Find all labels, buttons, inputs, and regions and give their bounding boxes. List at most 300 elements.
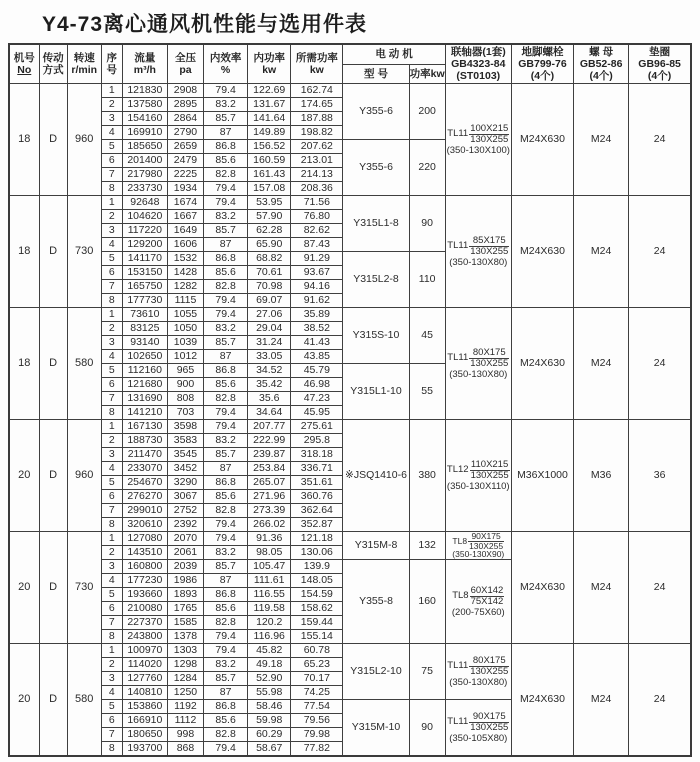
speed-cell: 730 [67, 532, 101, 644]
seq-cell: 5 [101, 700, 122, 714]
internal-power-cell: 29.04 [248, 322, 291, 336]
seq-cell: 4 [101, 574, 122, 588]
col-header-pressure: 全压 pa [167, 44, 203, 84]
internal-power-cell: 60.29 [248, 728, 291, 742]
anchor-bolt-cell: M24X630 [511, 196, 573, 308]
required-power-cell: 162.74 [291, 84, 343, 98]
flow-cell: 193700 [122, 742, 167, 757]
machine-no-cell: 18 [9, 308, 39, 420]
motor-model-cell: Y315M-8 [343, 532, 409, 560]
efficiency-cell: 79.4 [204, 84, 248, 98]
efficiency-cell: 83.2 [204, 546, 248, 560]
required-power-cell: 295.8 [291, 434, 343, 448]
nut-cell: M24 [574, 308, 629, 420]
internal-power-cell: 62.28 [248, 224, 291, 238]
flow-cell: 92648 [122, 196, 167, 210]
internal-power-cell: 58.67 [248, 742, 291, 757]
speed-cell: 730 [67, 196, 101, 308]
flow-cell: 299010 [122, 504, 167, 518]
efficiency-cell: 86.8 [204, 140, 248, 154]
coupling-note: (350-105X80) [449, 732, 508, 744]
required-power-cell: 41.43 [291, 336, 343, 350]
internal-power-cell: 52.90 [248, 672, 291, 686]
pressure-cell: 2070 [167, 532, 203, 546]
required-power-cell: 79.98 [291, 728, 343, 742]
machine-no-cell: 20 [9, 644, 39, 757]
flow-cell: 180650 [122, 728, 167, 742]
flow-cell: 254670 [122, 476, 167, 490]
flow-cell: 210080 [122, 602, 167, 616]
washer-cell: 36 [629, 420, 691, 532]
pressure-cell: 3598 [167, 420, 203, 434]
internal-power-cell: 91.36 [248, 532, 291, 546]
pressure-cell: 965 [167, 364, 203, 378]
efficiency-cell: 87 [204, 238, 248, 252]
internal-power-cell: 265.07 [248, 476, 291, 490]
flow-cell: 83125 [122, 322, 167, 336]
flow-cell: 137580 [122, 98, 167, 112]
seq-cell: 3 [101, 560, 122, 574]
flow-cell: 114020 [122, 658, 167, 672]
motor-model-cell: Y315L1-8 [343, 196, 409, 252]
pressure-cell: 1050 [167, 322, 203, 336]
pressure-cell: 1585 [167, 616, 203, 630]
efficiency-cell: 85.6 [204, 490, 248, 504]
internal-power-cell: 58.46 [248, 700, 291, 714]
page-title: Y4-73离心通风机性能与选用件表 [42, 13, 368, 36]
efficiency-cell: 85.6 [204, 378, 248, 392]
required-power-cell: 336.71 [291, 462, 343, 476]
efficiency-cell: 79.4 [204, 518, 248, 532]
efficiency-cell: 83.2 [204, 434, 248, 448]
internal-power-cell: 53.95 [248, 196, 291, 210]
flow-cell: 160800 [122, 560, 167, 574]
efficiency-cell: 87 [204, 574, 248, 588]
flow-cell: 233730 [122, 182, 167, 196]
pressure-cell: 998 [167, 728, 203, 742]
required-power-cell: 208.36 [291, 182, 343, 196]
flow-cell: 177230 [122, 574, 167, 588]
internal-power-cell: 59.98 [248, 714, 291, 728]
flow-cell: 140810 [122, 686, 167, 700]
seq-cell: 5 [101, 252, 122, 266]
coupling-cell [445, 420, 511, 532]
coupling-size-fraction: $\frac{60X142}{75X142}$ [470, 584, 504, 607]
pressure-cell: 2392 [167, 518, 203, 532]
internal-power-cell: 131.67 [248, 98, 291, 112]
washer-cell: 24 [629, 532, 691, 644]
motor-power-cell: 200 [409, 84, 445, 140]
pressure-cell: 3067 [167, 490, 203, 504]
motor-model-cell: Y315L1-10 [343, 364, 409, 420]
efficiency-cell: 79.4 [204, 420, 248, 434]
pressure-cell: 900 [167, 378, 203, 392]
required-power-cell: 93.67 [291, 266, 343, 280]
seq-cell: 8 [101, 518, 122, 532]
speed-cell: 960 [67, 420, 101, 532]
flow-cell: 143510 [122, 546, 167, 560]
table-row [9, 84, 691, 98]
required-power-cell: 82.62 [291, 224, 343, 238]
motor-power-cell: 380 [409, 420, 445, 532]
required-power-cell: 155.14 [291, 630, 343, 644]
coupling-type: TL11 [447, 240, 469, 251]
pressure-cell: 2225 [167, 168, 203, 182]
pressure-cell: 1192 [167, 700, 203, 714]
motor-power-cell: 90 [409, 196, 445, 252]
col-header-coupling: 联轴器(1套) GB4323-84 (ST0103) [445, 44, 511, 84]
pressure-cell: 1893 [167, 588, 203, 602]
seq-cell: 6 [101, 602, 122, 616]
required-power-cell: 79.56 [291, 714, 343, 728]
internal-power-cell: 207.77 [248, 420, 291, 434]
seq-cell: 6 [101, 714, 122, 728]
table-header [9, 44, 691, 84]
coupling-size-fraction: $\frac{80X175}{130X255}$ [470, 346, 509, 369]
required-power-cell: 46.98 [291, 378, 343, 392]
internal-power-cell: 222.99 [248, 434, 291, 448]
coupling-cell [445, 196, 511, 308]
seq-cell: 8 [101, 630, 122, 644]
internal-power-cell: 273.39 [248, 504, 291, 518]
seq-cell: 3 [101, 448, 122, 462]
flow-cell: 121680 [122, 378, 167, 392]
internal-power-cell: 31.24 [248, 336, 291, 350]
flow-cell: 117220 [122, 224, 167, 238]
coupling-type: TL11 [447, 716, 469, 727]
coupling-note: (350-130X100) [446, 144, 510, 156]
efficiency-cell: 85.7 [204, 560, 248, 574]
machine-no-cell: 18 [9, 84, 39, 196]
internal-power-cell: 239.87 [248, 448, 291, 462]
efficiency-cell: 79.4 [204, 406, 248, 420]
nut-cell: M24 [574, 532, 629, 644]
required-power-cell: 76.80 [291, 210, 343, 224]
internal-power-cell: 160.59 [248, 154, 291, 168]
table-row [9, 420, 691, 434]
motor-power-cell: 132 [409, 532, 445, 560]
flow-cell: 153860 [122, 700, 167, 714]
pressure-cell: 703 [167, 406, 203, 420]
efficiency-cell: 86.8 [204, 700, 248, 714]
seq-cell: 4 [101, 238, 122, 252]
seq-cell: 5 [101, 476, 122, 490]
nut-cell: M24 [574, 196, 629, 308]
efficiency-cell: 85.7 [204, 224, 248, 238]
efficiency-cell: 83.2 [204, 210, 248, 224]
motor-model-cell: Y315M-10 [343, 700, 409, 757]
flow-cell: 112160 [122, 364, 167, 378]
pressure-cell: 1674 [167, 196, 203, 210]
internal-power-cell: 35.42 [248, 378, 291, 392]
required-power-cell: 77.82 [291, 742, 343, 757]
required-power-cell: 70.17 [291, 672, 343, 686]
coupling-note: (350-130X80) [449, 368, 508, 380]
coupling-size-fraction: $\frac{100X215}{130X255}$ [470, 122, 509, 145]
col-header-internal-power: 内功率 kw [248, 44, 291, 84]
required-power-cell: 318.18 [291, 448, 343, 462]
seq-cell: 2 [101, 658, 122, 672]
required-power-cell: 45.79 [291, 364, 343, 378]
motor-power-cell: 160 [409, 560, 445, 644]
seq-cell: 6 [101, 154, 122, 168]
col-header-nut: 螺 母 GB52-86 (4个) [574, 44, 629, 84]
motor-model-cell: ※JSQ1410-6 [343, 420, 409, 532]
efficiency-cell: 86.8 [204, 588, 248, 602]
internal-power-cell: 35.6 [248, 392, 291, 406]
flow-cell: 93140 [122, 336, 167, 350]
efficiency-cell: 83.2 [204, 322, 248, 336]
flow-cell: 100970 [122, 644, 167, 658]
seq-cell: 7 [101, 728, 122, 742]
flow-cell: 243800 [122, 630, 167, 644]
internal-power-cell: 116.55 [248, 588, 291, 602]
seq-cell: 5 [101, 588, 122, 602]
internal-power-cell: 70.61 [248, 266, 291, 280]
required-power-cell: 158.62 [291, 602, 343, 616]
internal-power-cell: 141.64 [248, 112, 291, 126]
seq-cell: 2 [101, 546, 122, 560]
required-power-cell: 121.18 [291, 532, 343, 546]
required-power-cell: 198.82 [291, 126, 343, 140]
required-power-cell: 35.89 [291, 308, 343, 322]
anchor-bolt-cell: M24X630 [511, 532, 573, 644]
table-row [9, 308, 691, 322]
col-header-washer: 垫圈 GB96-85 (4个) [629, 44, 691, 84]
coupling-cell [445, 700, 511, 757]
flow-cell: 211470 [122, 448, 167, 462]
seq-cell: 7 [101, 392, 122, 406]
efficiency-cell: 87 [204, 350, 248, 364]
coupling-type: TL8 [452, 536, 468, 546]
efficiency-cell: 79.4 [204, 532, 248, 546]
pressure-cell: 2790 [167, 126, 203, 140]
efficiency-cell: 85.7 [204, 336, 248, 350]
internal-power-cell: 55.98 [248, 686, 291, 700]
required-power-cell: 351.61 [291, 476, 343, 490]
internal-power-cell: 253.84 [248, 462, 291, 476]
efficiency-cell: 85.6 [204, 602, 248, 616]
coupling-cell [445, 644, 511, 700]
internal-power-cell: 119.58 [248, 602, 291, 616]
seq-cell: 7 [101, 616, 122, 630]
pressure-cell: 1606 [167, 238, 203, 252]
coupling-cell [445, 84, 511, 196]
col-header-speed: 转速 r/min [67, 44, 101, 84]
machine-no-cell: 20 [9, 420, 39, 532]
internal-power-cell: 57.90 [248, 210, 291, 224]
seq-cell: 4 [101, 462, 122, 476]
internal-power-cell: 111.61 [248, 574, 291, 588]
pressure-cell: 2479 [167, 154, 203, 168]
drive-mode-cell: D [39, 308, 67, 420]
internal-power-cell: 120.2 [248, 616, 291, 630]
pressure-cell: 1667 [167, 210, 203, 224]
motor-power-cell: 90 [409, 700, 445, 757]
flow-cell: 141170 [122, 252, 167, 266]
seq-cell: 7 [101, 280, 122, 294]
flow-cell: 102650 [122, 350, 167, 364]
seq-cell: 2 [101, 434, 122, 448]
efficiency-cell: 79.4 [204, 182, 248, 196]
internal-power-cell: 98.05 [248, 546, 291, 560]
coupling-size-fraction: $\frac{90X175}{130X255}$ [470, 710, 509, 733]
page [8, 8, 692, 757]
pressure-cell: 1055 [167, 308, 203, 322]
internal-power-cell: 122.69 [248, 84, 291, 98]
pressure-cell: 1303 [167, 644, 203, 658]
motor-model-cell: Y315S-10 [343, 308, 409, 364]
pressure-cell: 2659 [167, 140, 203, 154]
required-power-cell: 87.43 [291, 238, 343, 252]
internal-power-cell: 156.52 [248, 140, 291, 154]
coupling-type: TL11 [447, 660, 469, 671]
efficiency-cell: 79.4 [204, 742, 248, 757]
seq-cell: 2 [101, 322, 122, 336]
motor-power-cell: 110 [409, 252, 445, 308]
seq-cell: 3 [101, 672, 122, 686]
internal-power-cell: 27.06 [248, 308, 291, 322]
pressure-cell: 2752 [167, 504, 203, 518]
flow-cell: 121830 [122, 84, 167, 98]
table-row [9, 532, 691, 546]
internal-power-cell: 45.82 [248, 644, 291, 658]
required-power-cell: 187.88 [291, 112, 343, 126]
pressure-cell: 808 [167, 392, 203, 406]
flow-cell: 127760 [122, 672, 167, 686]
motor-power-cell: 220 [409, 140, 445, 196]
efficiency-cell: 79.4 [204, 644, 248, 658]
table-row [9, 196, 691, 210]
seq-cell: 1 [101, 644, 122, 658]
required-power-cell: 213.01 [291, 154, 343, 168]
required-power-cell: 38.52 [291, 322, 343, 336]
efficiency-cell: 87 [204, 462, 248, 476]
table-row [9, 644, 691, 658]
coupling-size-fraction: $\frac{80X175}{130X255}$ [470, 654, 509, 677]
efficiency-cell: 85.7 [204, 672, 248, 686]
seq-cell: 4 [101, 350, 122, 364]
required-power-cell: 94.16 [291, 280, 343, 294]
seq-cell: 8 [101, 294, 122, 308]
pressure-cell: 1039 [167, 336, 203, 350]
required-power-cell: 139.9 [291, 560, 343, 574]
required-power-cell: 130.06 [291, 546, 343, 560]
efficiency-cell: 82.8 [204, 168, 248, 182]
pressure-cell: 868 [167, 742, 203, 757]
fan-selection-table [8, 43, 692, 757]
internal-power-cell: 34.64 [248, 406, 291, 420]
required-power-cell: 91.29 [291, 252, 343, 266]
motor-model-cell: Y355-6 [343, 84, 409, 140]
internal-power-cell: 49.18 [248, 658, 291, 672]
required-power-cell: 362.64 [291, 504, 343, 518]
washer-cell: 24 [629, 644, 691, 757]
efficiency-cell: 82.8 [204, 504, 248, 518]
flow-cell: 227370 [122, 616, 167, 630]
seq-cell: 3 [101, 336, 122, 350]
required-power-cell: 352.87 [291, 518, 343, 532]
pressure-cell: 3545 [167, 448, 203, 462]
machine-no-cell: 20 [9, 532, 39, 644]
washer-cell: 24 [629, 84, 691, 196]
efficiency-cell: 82.8 [204, 392, 248, 406]
seq-cell: 2 [101, 210, 122, 224]
seq-cell: 1 [101, 420, 122, 434]
anchor-bolt-cell: M36X1000 [511, 420, 573, 532]
efficiency-cell: 87 [204, 126, 248, 140]
required-power-cell: 74.25 [291, 686, 343, 700]
drive-mode-cell: D [39, 532, 67, 644]
pressure-cell: 3583 [167, 434, 203, 448]
col-header-efficiency: 内效率 % [204, 44, 248, 84]
anchor-bolt-cell: M24X630 [511, 84, 573, 196]
washer-cell: 24 [629, 196, 691, 308]
coupling-size-fraction: $\frac{85X175}{130X255}$ [470, 234, 509, 257]
table-body [9, 84, 691, 757]
flow-cell: 73610 [122, 308, 167, 322]
pressure-cell: 1934 [167, 182, 203, 196]
seq-cell: 8 [101, 406, 122, 420]
coupling-type: TL8 [452, 590, 469, 601]
drive-mode-cell: D [39, 644, 67, 757]
col-header-seq: 序 号 [101, 44, 122, 84]
internal-power-cell: 33.05 [248, 350, 291, 364]
nut-cell: M36 [574, 420, 629, 532]
seq-cell: 7 [101, 504, 122, 518]
pressure-cell: 1115 [167, 294, 203, 308]
pressure-cell: 2895 [167, 98, 203, 112]
required-power-cell: 174.65 [291, 98, 343, 112]
col-header-drive-mode: 传动 方式 [39, 44, 67, 84]
flow-cell: 276270 [122, 490, 167, 504]
seq-cell: 7 [101, 168, 122, 182]
coupling-size-fraction: $\frac{110X215}{130X255}$ [470, 458, 509, 481]
coupling-note: (350-130X80) [449, 256, 508, 268]
coupling-size-fraction: $\frac{90X175}{130X255}$ [469, 531, 504, 551]
pressure-cell: 1282 [167, 280, 203, 294]
flow-cell: 177730 [122, 294, 167, 308]
flow-cell: 166910 [122, 714, 167, 728]
pressure-cell: 2061 [167, 546, 203, 560]
anchor-bolt-cell: M24X630 [511, 644, 573, 757]
required-power-cell: 360.76 [291, 490, 343, 504]
flow-cell: 131690 [122, 392, 167, 406]
flow-cell: 129200 [122, 238, 167, 252]
pressure-cell: 1298 [167, 658, 203, 672]
speed-cell: 580 [67, 308, 101, 420]
col-header-flow: 流量 m³/h [122, 44, 167, 84]
pressure-cell: 1649 [167, 224, 203, 238]
seq-cell: 6 [101, 378, 122, 392]
pressure-cell: 1112 [167, 714, 203, 728]
coupling-type: TL12 [446, 464, 469, 475]
pressure-cell: 2039 [167, 560, 203, 574]
efficiency-cell: 79.4 [204, 308, 248, 322]
internal-power-cell: 116.96 [248, 630, 291, 644]
col-header-motor-power: 功率kw [409, 64, 445, 83]
seq-cell: 8 [101, 182, 122, 196]
motor-power-cell: 55 [409, 364, 445, 420]
coupling-note: (200-75X60) [451, 606, 505, 618]
flow-cell: 153150 [122, 266, 167, 280]
required-power-cell: 154.59 [291, 588, 343, 602]
required-power-cell: 47.23 [291, 392, 343, 406]
coupling-note: (350-130X80) [449, 676, 508, 688]
pressure-cell: 1532 [167, 252, 203, 266]
nut-cell: M24 [574, 644, 629, 757]
efficiency-cell: 82.8 [204, 616, 248, 630]
